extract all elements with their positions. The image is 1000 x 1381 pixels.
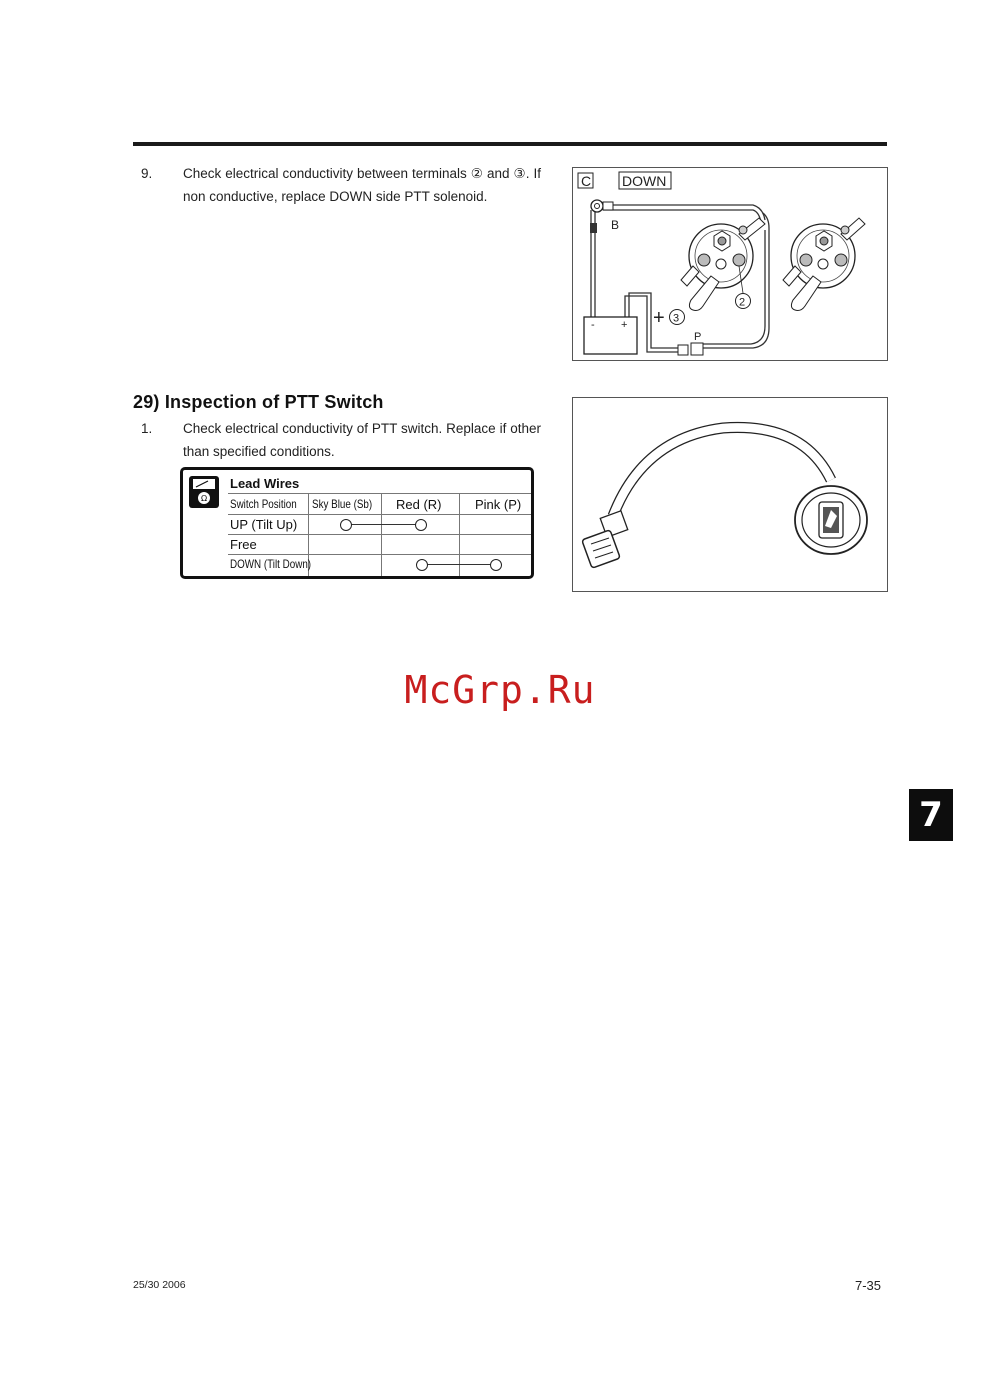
header-bottom-line xyxy=(228,514,531,515)
header-red: Red (R) xyxy=(396,497,442,512)
header-top-line xyxy=(228,493,531,494)
step-1 xyxy=(141,417,541,467)
continuity-grid xyxy=(228,470,531,576)
ring-terminal-b xyxy=(591,200,603,212)
down-continuity-line xyxy=(421,564,495,565)
svg-text:Ω: Ω xyxy=(201,494,208,503)
multimeter-icon xyxy=(188,475,220,509)
watermark: McGrp.Ru xyxy=(404,668,596,712)
battery-plus: + xyxy=(621,319,628,331)
row-2-line xyxy=(228,554,531,555)
connector-p-right xyxy=(691,343,703,355)
terminal-3-label: 3 xyxy=(673,312,680,325)
table-title: Lead Wires xyxy=(230,476,300,491)
figure-letter: C xyxy=(581,173,592,189)
solenoid-up xyxy=(783,218,865,311)
up-red-node xyxy=(415,519,427,531)
down-pink-node xyxy=(490,559,502,571)
step-9-text: Check electrical conductivity between terminals ② and ③. If non conductive, replace DOWN side PTT solenoid. xyxy=(183,166,541,204)
page-number: 7-35 xyxy=(855,1278,882,1293)
label-b: B xyxy=(611,218,620,232)
header-switch-position: Switch Position xyxy=(230,497,297,511)
ptt-switch-illustration xyxy=(573,398,887,591)
row-free-label: Free xyxy=(230,537,257,552)
battery-minus: - xyxy=(591,319,595,331)
step-1-text: Check electrical conductivity of PTT switch. Replace if other than specified conditions. xyxy=(183,421,541,459)
switch-body xyxy=(795,486,867,554)
header-sky-blue: Sky Blue (Sb) xyxy=(312,497,373,511)
switch-connector xyxy=(582,511,628,568)
ring-terminal-b-sleeve xyxy=(603,202,613,210)
direction-label: DOWN xyxy=(622,173,667,189)
step-9-number: 9. xyxy=(141,166,153,181)
connector-p-left xyxy=(678,345,688,355)
plus-probe-sign: + xyxy=(653,307,665,329)
row-up-label: UP (Tilt Up) xyxy=(230,517,298,532)
continuity-table xyxy=(180,467,534,579)
inline-connector xyxy=(590,223,597,233)
col-2-line xyxy=(381,493,382,576)
footer-model-year: 25/30 2006 xyxy=(133,1279,186,1291)
solenoid-down xyxy=(681,218,765,311)
step-9 xyxy=(141,162,541,212)
chapter-tab: 7 xyxy=(909,789,953,841)
down-red-node xyxy=(416,559,428,571)
terminal-2-label: 2 xyxy=(739,296,746,309)
figure-down-solenoid xyxy=(572,167,888,361)
wire-top-inner xyxy=(603,210,761,222)
section-title: 29) Inspection of PTT Switch xyxy=(133,392,384,412)
solenoid-wiring-diagram xyxy=(573,168,887,360)
wire-top xyxy=(603,205,765,220)
label-p: P xyxy=(694,331,702,343)
row-down-label: DOWN (Tilt Down) xyxy=(230,557,312,571)
figure-ptt-switch xyxy=(572,397,888,592)
header-rule xyxy=(133,142,887,146)
step-1-number: 1. xyxy=(141,421,153,436)
header-pink: Pink (P) xyxy=(475,497,522,512)
row-1-line xyxy=(228,534,531,535)
up-continuity-line xyxy=(345,524,420,525)
up-sky-blue-node xyxy=(340,519,352,531)
